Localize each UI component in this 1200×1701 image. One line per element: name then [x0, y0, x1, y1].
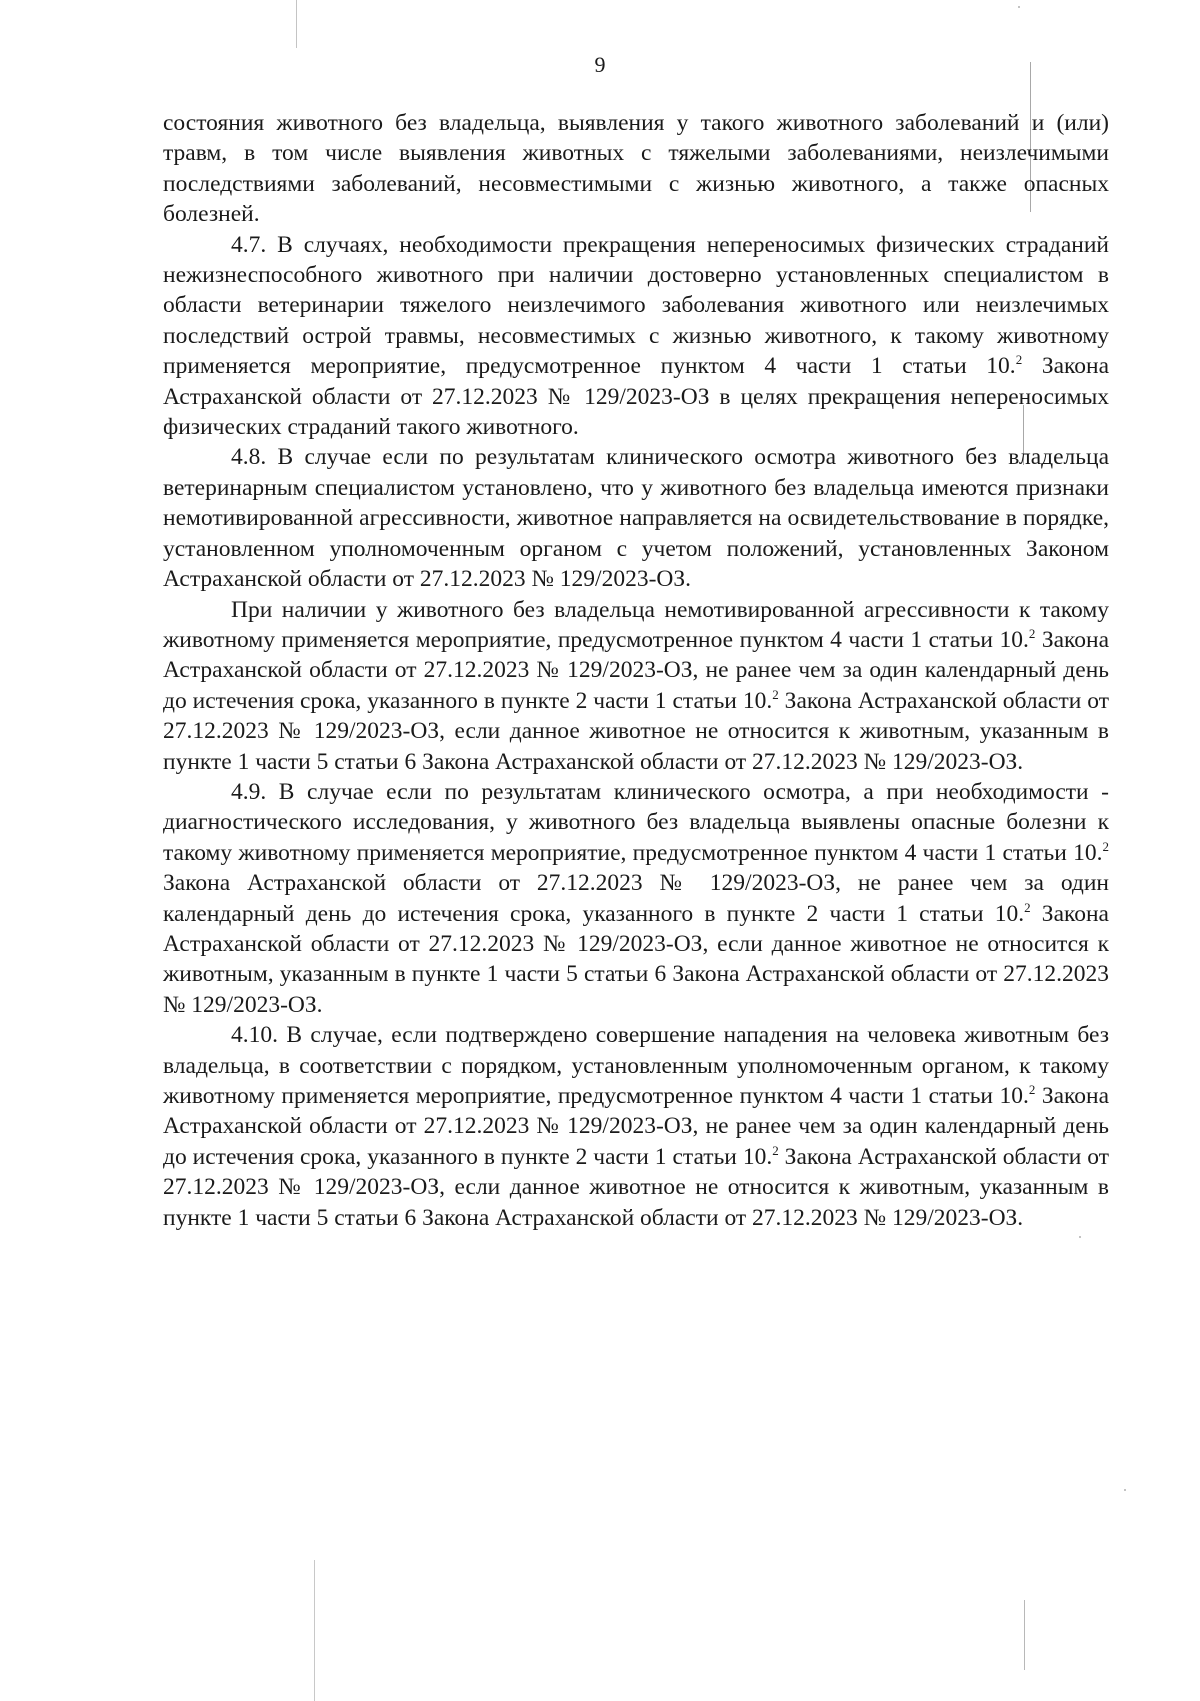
paragraph-p5	[163, 777, 1109, 1020]
paragraph-text: Закона Астраханской области от 27.12.2023 № 129/2023-ОЗ, если данное животное не относится к животным, указанным в пункте 1 части 5 статьи 6 Закона Астраханской области от 27.12.2023 № 129/2023-ОЗ.	[163, 900, 1109, 1018]
paragraph-text: состояния животного без владельца, выявления у такого животного заболеваний и (или) травм, в том числе выявления животных с тяжелыми заболеваниями, неизлечимыми последствиями заболеваний, несовместимыми с жизнью животного, а также опасных болезней.	[163, 110, 1109, 228]
paragraph-text: 4.7. В случаях, необходимости прекращения непереносимых физических страданий нежизнеспособного животного при наличии достоверно установленных специалистом в области ветеринарии тяжелого неизлечимого заболевания животного или неизлечимых последствий острой травмы, несовместимых с жизнью животного, к такому животному применяется мероприятие, предусмотренное пунктом 4 части 1 статьи 10.	[163, 231, 1109, 380]
scan-speck	[1124, 1489, 1126, 1491]
paragraph-p3	[163, 442, 1109, 594]
paragraph-p2	[163, 230, 1109, 443]
article-superscript: 2	[1028, 1082, 1036, 1097]
page-number: 9	[594, 52, 606, 77]
paragraph-text: Закона Астраханской области от 27.12.2023 № 129/2023-ОЗ, не ранее чем за один календарный день до истечения срока, указанного в пункте 2 части 1 статьи 10.	[163, 870, 1109, 927]
paragraph-p4	[163, 595, 1109, 777]
article-superscript: 2	[772, 686, 779, 702]
paragraph-text: 4.8. В случае если по результатам клинического осмотра животного без владельца ветеринарным специалистом установлено, что у животного без владельца имеются признаки немотивированной агрессивности, животное направляется на освидетельствование в порядке, установленном уполномоченным органом с учетом положений, установленных Законом Астраханской области от 27.12.2023 № 129/2023-ОЗ.	[163, 444, 1109, 593]
paragraph-text: Закона Астраханской области от 27.12.2023 № 129/2023-ОЗ, если данное животное не относится к животным, указанным в пункте 1 части 5 статьи 6 Закона Астраханской области от 27.12.2023 № 129/2023-ОЗ.	[163, 687, 1110, 775]
paragraph-text: При наличии у животного без владельца немотивированной агрессивности к такому животному применяется мероприятие, предусмотренное пунктом 4 части 1 статьи 10.	[163, 596, 1109, 653]
article-superscript: 2	[772, 1142, 779, 1158]
paragraph-text: Закона Астраханской области от 27.12.2023 № 129/2023-ОЗ, не ранее чем за один календарный день до истечения срока, указанного в пункте 2 части 1 статьи 10.	[163, 1083, 1109, 1170]
paragraph-text: 4.10. В случае, если подтверждено совершение нападения на человека животным без владельца, в соответствии с порядком, установленным уполномоченным органом, к такому животному применяется мероприятие, предусмотренное пунктом 4 части 1 статьи 10.	[163, 1022, 1109, 1109]
paragraph-text: Закона Астраханской области от 27.12.2023 № 129/2023-ОЗ в целях прекращения непереносимых физических страданий такого животного.	[163, 353, 1109, 441]
scan-fold-mark	[296, 0, 297, 48]
paragraph-p6	[163, 1020, 1109, 1233]
article-superscript: 2	[1028, 625, 1036, 641]
scan-speck	[1079, 1236, 1081, 1238]
article-superscript: 2	[1102, 838, 1109, 854]
scan-speck	[1018, 6, 1020, 8]
paragraph-text: Закона Астраханской области от 27.12.2023 № 129/2023-ОЗ, если данное животное не относится к животным, указанным в пункте 1 части 5 статьи 6 Закона Астраханской области от 27.12.2023 № 129/2023-ОЗ.	[163, 1143, 1110, 1231]
article-superscript: 2	[1024, 899, 1031, 915]
paragraph-text: Закона Астраханской области от 27.12.2023 № 129/2023-ОЗ, не ранее чем за один календарный день до истечения срока, указанного в пункте 2 части 1 статьи 10.	[163, 626, 1109, 714]
article-superscript: 2	[1015, 352, 1023, 368]
scan-fold-mark	[314, 1560, 315, 1701]
paragraph-text: 4.9. В случае если по результатам клинического осмотра, а при необходимости - диагностического исследования, у животного без владельца выявлены опасные болезни к такому животному применяется мероприятие, предусмотренное пунктом 4 части 1 статьи 10.	[163, 778, 1109, 866]
document-body	[163, 108, 1109, 1233]
scan-fold-mark	[1024, 1600, 1025, 1670]
paragraph-p1	[163, 108, 1109, 230]
